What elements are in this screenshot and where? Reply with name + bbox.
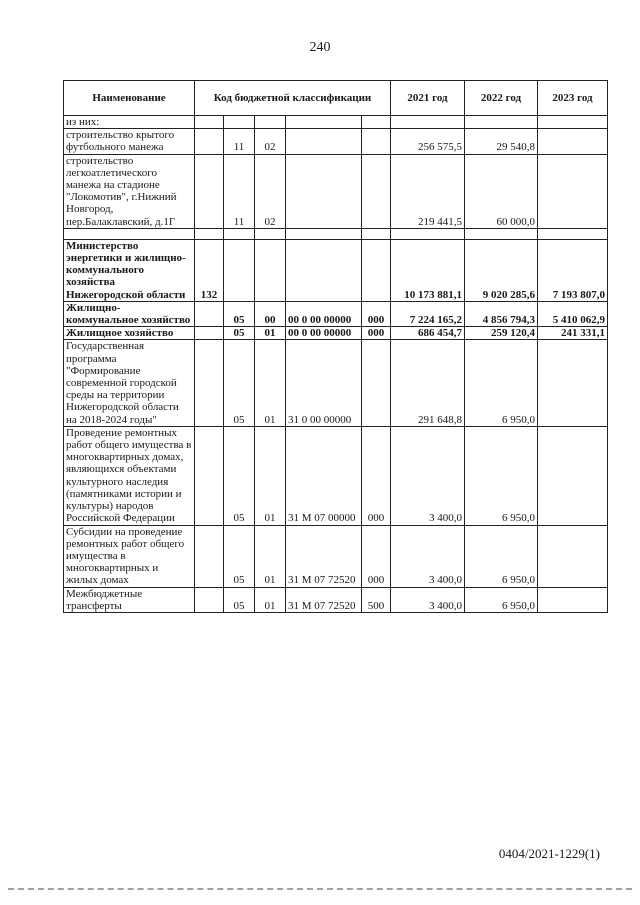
row-section: 11 (224, 129, 255, 154)
row-2021: 686 454,7 (391, 327, 465, 340)
row-2022: 60 000,0 (465, 154, 538, 228)
row-2021: 3 400,0 (391, 525, 465, 587)
row-2022: 9 020 285,6 (465, 239, 538, 301)
table-row (64, 228, 608, 239)
row-ministry (195, 327, 224, 340)
row-ministry (195, 129, 224, 154)
row-section (224, 228, 255, 239)
row-vr: 000 (362, 525, 391, 587)
row-2023 (538, 129, 608, 154)
row-section: 05 (224, 327, 255, 340)
row-2022: 6 950,0 (465, 426, 538, 525)
row-name: строительство крытого футбольного манежа (64, 129, 195, 154)
row-name: Проведение ремонтных работ общего имущества в многоквартирных домах, являющихся объектами культурного наследия (памятниками истории и культуры) народов Российской Федерации (64, 426, 195, 525)
row-ministry (195, 426, 224, 525)
row-2023: 5 410 062,9 (538, 301, 608, 326)
row-ministry (195, 587, 224, 612)
row-target: 31 М 07 72520 (286, 587, 362, 612)
row-target: 00 0 00 00000 (286, 301, 362, 326)
row-subsection: 01 (255, 327, 286, 340)
row-2021: 219 441,5 (391, 154, 465, 228)
row-2022: 6 950,0 (465, 525, 538, 587)
row-2021: 3 400,0 (391, 426, 465, 525)
row-2021 (391, 228, 465, 239)
table-row (64, 525, 608, 587)
row-target: 31 М 07 72520 (286, 525, 362, 587)
row-target (286, 154, 362, 228)
row-section: 05 (224, 301, 255, 326)
header-2022: 2022 год (465, 81, 538, 116)
row-2023 (538, 587, 608, 612)
row-2023 (538, 154, 608, 228)
row-name: из них: (64, 116, 195, 129)
table-row (64, 116, 608, 129)
row-subsection: 01 (255, 587, 286, 612)
row-vr: 000 (362, 301, 391, 326)
row-subsection: 01 (255, 525, 286, 587)
table-row (64, 154, 608, 228)
row-vr (362, 154, 391, 228)
row-target (286, 228, 362, 239)
row-2023 (538, 116, 608, 129)
row-name: строительство легкоатлетического манежа на стадионе "Локомотив", г.Нижний Новгород, пер.Балаклавский, д.1Г (64, 154, 195, 228)
row-section: 05 (224, 587, 255, 612)
row-target (286, 129, 362, 154)
row-target (286, 239, 362, 301)
row-section: 05 (224, 340, 255, 426)
row-vr: 500 (362, 587, 391, 612)
table-row (64, 426, 608, 525)
row-target: 31 М 07 00000 (286, 426, 362, 525)
row-subsection: 01 (255, 340, 286, 426)
row-2021 (391, 116, 465, 129)
row-2023 (538, 340, 608, 426)
row-subsection (255, 239, 286, 301)
header-2023: 2023 год (538, 81, 608, 116)
row-2023: 241 331,1 (538, 327, 608, 340)
header-code: Код бюджетной классификации (195, 81, 391, 116)
row-name: Межбюджетные трансферты (64, 587, 195, 612)
row-name: Жилищно-коммунальное хозяйство (64, 301, 195, 326)
row-section (224, 116, 255, 129)
row-2022: 6 950,0 (465, 340, 538, 426)
row-2023 (538, 426, 608, 525)
row-vr: 000 (362, 327, 391, 340)
row-2021: 3 400,0 (391, 587, 465, 612)
row-section (224, 239, 255, 301)
row-2022 (465, 228, 538, 239)
table-row (64, 327, 608, 340)
table-row (64, 340, 608, 426)
row-vr (362, 239, 391, 301)
table-row (64, 129, 608, 154)
row-name: Субсидии на проведение ремонтных работ общего имущества в многоквартирных и жилых домах (64, 525, 195, 587)
row-ministry (195, 340, 224, 426)
row-target (286, 116, 362, 129)
row-subsection: 01 (255, 426, 286, 525)
row-name: Государственная программа "Формирование современной городской среды на территории Нижегородской области на 2018-2024 годы" (64, 340, 195, 426)
row-section: 11 (224, 154, 255, 228)
row-ministry (195, 301, 224, 326)
row-subsection (255, 116, 286, 129)
row-ministry: 132 (195, 239, 224, 301)
row-target: 00 0 00 00000 (286, 327, 362, 340)
row-2023 (538, 525, 608, 587)
row-2023: 7 193 807,0 (538, 239, 608, 301)
row-subsection: 02 (255, 154, 286, 228)
row-subsection (255, 228, 286, 239)
table-header-row (64, 81, 608, 116)
document-code: 0404/2021-1229(1) (498, 846, 600, 861)
row-vr (362, 129, 391, 154)
row-2023 (538, 228, 608, 239)
row-ministry (195, 228, 224, 239)
row-2022: 4 856 794,3 (465, 301, 538, 326)
row-ministry (195, 154, 224, 228)
row-ministry (195, 116, 224, 129)
row-section: 05 (224, 525, 255, 587)
row-2021: 7 224 165,2 (391, 301, 465, 326)
row-2021: 10 173 881,1 (391, 239, 465, 301)
header-name: Наименование (64, 81, 195, 116)
table-row (64, 587, 608, 612)
row-section: 05 (224, 426, 255, 525)
table-row (64, 239, 608, 301)
row-name: Жилищное хозяйство (64, 327, 195, 340)
header-2021: 2021 год (391, 81, 465, 116)
row-vr (362, 340, 391, 426)
scan-edge-mark (8, 888, 632, 890)
row-subsection: 00 (255, 301, 286, 326)
row-subsection: 02 (255, 129, 286, 154)
row-2022: 259 120,4 (465, 327, 538, 340)
row-2021: 256 575,5 (391, 129, 465, 154)
row-name (64, 228, 195, 239)
row-vr (362, 228, 391, 239)
page-number: 240 (309, 40, 331, 55)
row-2021: 291 648,8 (391, 340, 465, 426)
row-2022 (465, 116, 538, 129)
row-name: Министерство энергетики и жилищно-коммунального хозяйства Нижегородской области (64, 239, 195, 301)
budget-table (63, 80, 608, 613)
row-vr: 000 (362, 426, 391, 525)
row-target: 31 0 00 00000 (286, 340, 362, 426)
row-2022: 29 540,8 (465, 129, 538, 154)
row-ministry (195, 525, 224, 587)
table-row (64, 301, 608, 326)
row-2022: 6 950,0 (465, 587, 538, 612)
row-vr (362, 116, 391, 129)
